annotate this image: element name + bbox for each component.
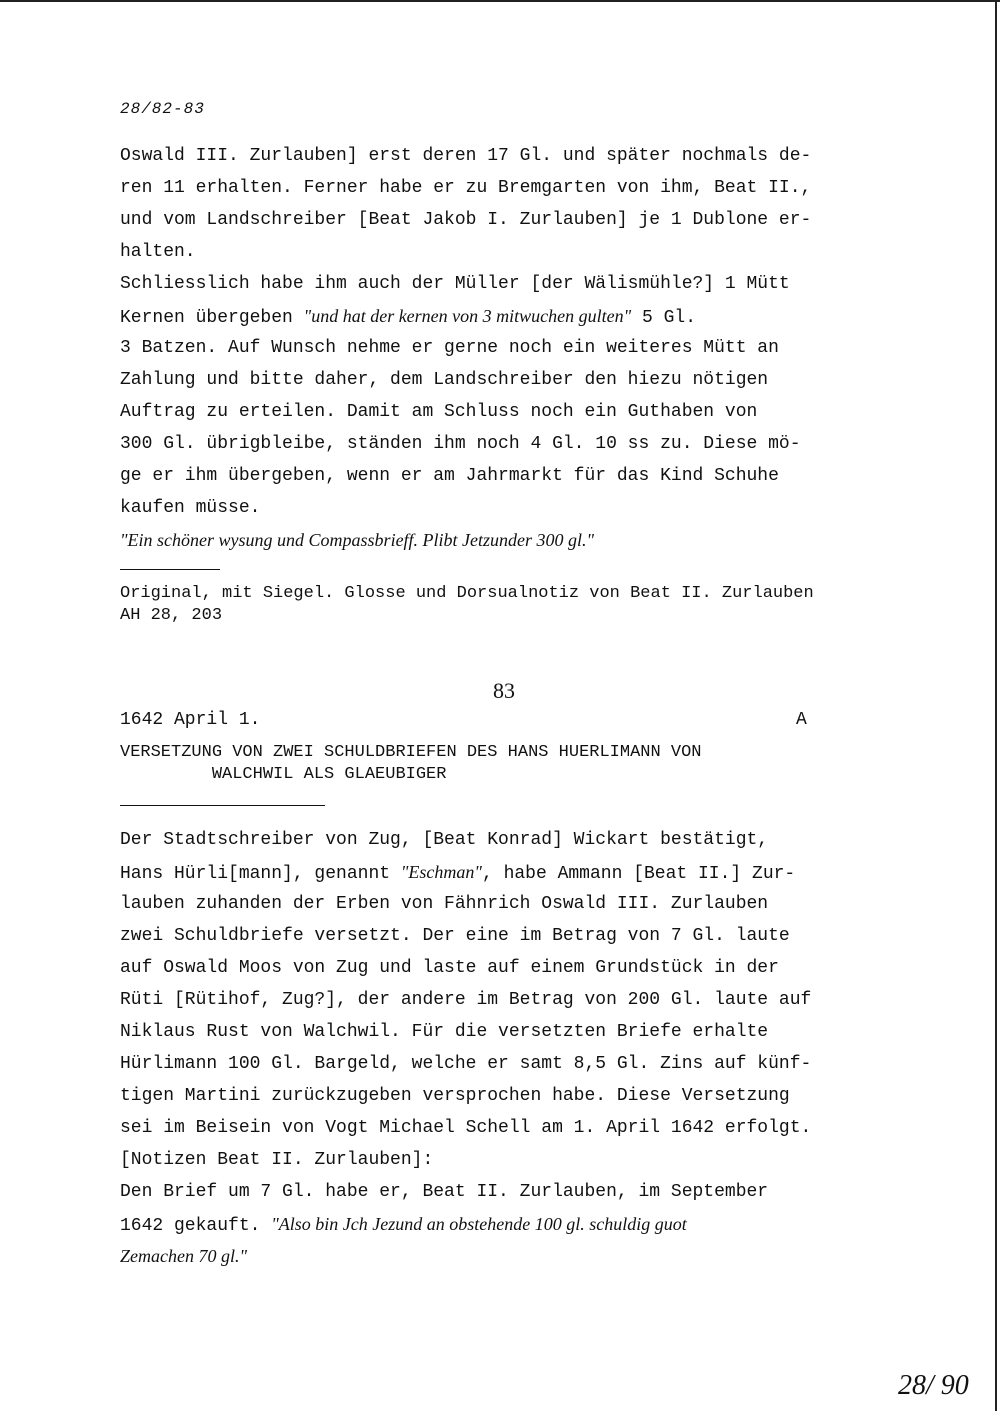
closing-quotation: "Ein schöner wysung und Compassbrieff. Plibt Jetzunder 300 gl." — [120, 530, 595, 550]
text-line: tigen Martini zurückzugeben versprochen habe. Diese Versetzung — [120, 1086, 790, 1106]
text-line: Der Stadtschreiber von Zug, [Beat Konrad] Wickart bestätigt, — [120, 830, 769, 850]
document-date-line — [120, 710, 810, 730]
text-line: kaufen müsse. — [120, 498, 261, 518]
text-line: Auftrag zu erteilen. Damit am Schluss noch ein Guthaben von — [120, 402, 758, 422]
text-line: lauben zuhanden der Erben von Fähnrich Oswald III. Zurlauben — [120, 894, 769, 914]
text-line: 300 Gl. übrigbleibe, ständen ihm noch 4 Gl. 10 ss zu. Diese mö- — [120, 434, 801, 454]
text-line-with-quote — [120, 856, 900, 888]
quotation: "Eschman" — [400, 862, 482, 882]
text-line: halten. — [120, 242, 196, 262]
title-rule — [120, 805, 325, 806]
document-body — [120, 824, 900, 1272]
text-line: Schliesslich habe ihm auch der Müller [der Wälismühle?] 1 Mütt — [120, 274, 790, 294]
handwritten-folio-number: 28/ 90 — [898, 1370, 969, 1401]
text-segment: 5 Gl. — [631, 308, 697, 328]
document-date: 1642 April 1. — [120, 710, 261, 730]
document-title — [120, 742, 702, 786]
source-note — [120, 583, 814, 627]
text-line: ge er ihm übergeben, wenn er am Jahrmarkt für das Kind Schuhe — [120, 466, 779, 486]
text-line: ren 11 erhalten. Ferner habe er zu Bremgarten von ihm, Beat II., — [120, 178, 812, 198]
top-border-line — [0, 0, 1000, 2]
text-segment: Hans Hürli[mann], genannt — [120, 864, 401, 884]
title-line: WALCHWIL ALS GLAEUBIGER — [120, 765, 447, 784]
continuation-text — [120, 140, 900, 556]
text-line: Rüti [Rütihof, Zug?], der andere im Betrag von 200 Gl. laute auf — [120, 990, 812, 1010]
document-category: A — [796, 710, 807, 730]
archive-reference: AH 28, 203 — [120, 606, 223, 625]
text-line: auf Oswald Moos von Zug und laste auf einem Grundstück in der — [120, 958, 779, 978]
text-line-with-quote — [120, 300, 900, 332]
text-line-with-quote — [120, 1208, 900, 1240]
text-segment: Kernen übergeben — [120, 308, 304, 328]
text-line: Den Brief um 7 Gl. habe er, Beat II. Zurlauben, im September — [120, 1182, 769, 1202]
page-reference: 28/82-83 — [120, 100, 205, 118]
text-line: Oswald III. Zurlauben] erst deren 17 Gl. und später nochmals de- — [120, 146, 812, 166]
quotation: "Also bin Jch Jezund an obstehende 100 gl. schuldig guot — [271, 1214, 687, 1234]
source-note-line: Original, mit Siegel. Glosse und Dorsualnotiz von Beat II. Zurlauben — [120, 584, 814, 603]
text-line: [Notizen Beat II. Zurlauben]: — [120, 1150, 434, 1170]
text-line: und vom Landschreiber [Beat Jakob I. Zurlauben] je 1 Dublone er- — [120, 210, 812, 230]
quotation: Zemachen 70 gl." — [120, 1246, 248, 1266]
text-line: Niklaus Rust von Walchwil. Für die versetzten Briefe erhalte — [120, 1022, 769, 1042]
quotation: "und hat der kernen von 3 mitwuchen gulten" — [303, 306, 632, 326]
right-border-line — [995, 0, 997, 1411]
text-line: Zahlung und bitte daher, dem Landschreiber den hiezu nötigen — [120, 370, 769, 390]
separator-rule — [120, 569, 220, 570]
text-line: Hürlimann 100 Gl. Bargeld, welche er samt 8,5 Gl. Zins auf künf- — [120, 1054, 812, 1074]
text-line: sei im Beisein von Vogt Michael Schell am 1. April 1642 erfolgt. — [120, 1118, 812, 1138]
text-segment: 1642 gekauft. — [120, 1216, 272, 1236]
text-line: zwei Schuldbriefe versetzt. Der eine im Betrag von 7 Gl. laute — [120, 926, 790, 946]
document-number: 83 — [493, 678, 515, 703]
text-segment: , habe Ammann [Beat II.] Zur- — [481, 864, 796, 884]
title-line: VERSETZUNG VON ZWEI SCHULDBRIEFEN DES HANS HUERLIMANN VON — [120, 743, 702, 762]
text-line: 3 Batzen. Auf Wunsch nehme er gerne noch ein weiteres Mütt an — [120, 338, 779, 358]
